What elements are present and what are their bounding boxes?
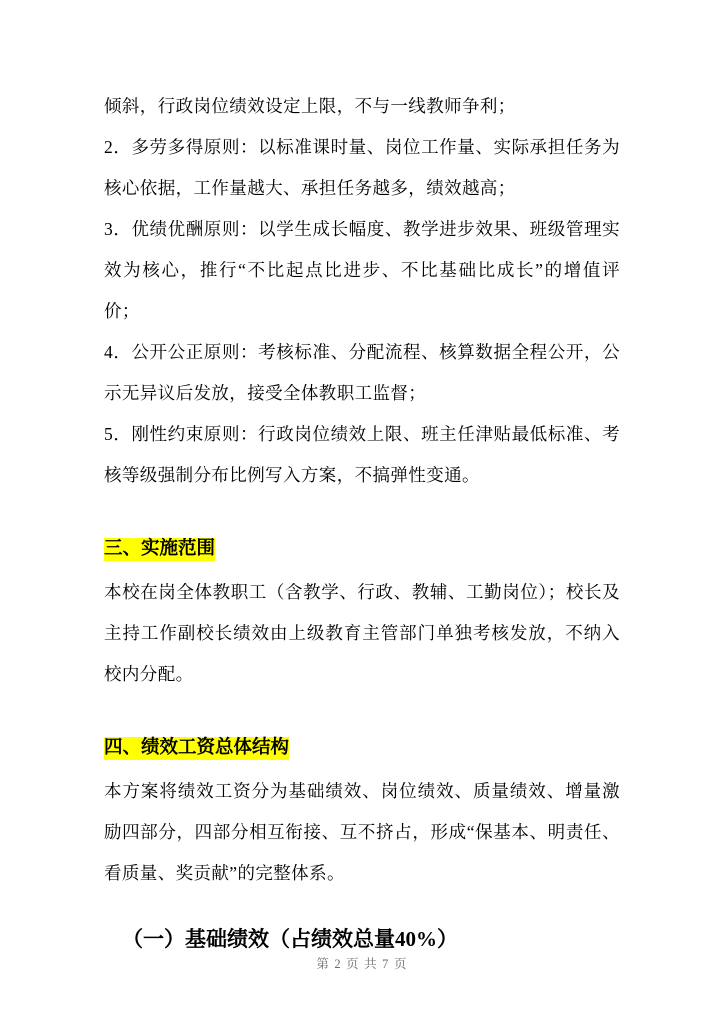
section-four-body: 本方案将绩效工资分为基础绩效、岗位绩效、质量绩效、增量激励四部分，四部分相互衔接、互不挤占，形成“保基本、明责任、看质量、奖贡献”的完整体系。	[104, 781, 620, 883]
principle-item-2: 2．多劳多得原则：以标准课时量、岗位工作量、实际承担任务为核心依据，工作量越大、承担任务越多，绩效越高；	[104, 137, 620, 198]
principle-item-3: 3．优绩优酬原则：以学生成长幅度、教学进步效果、班级管理实效为核心，推行“不比起点比进步、不比基础比成长”的增值评价；	[104, 219, 620, 321]
section-spacer	[104, 496, 620, 532]
subsection-spacer	[104, 894, 620, 920]
section-heading-three	[104, 532, 620, 566]
section-heading-three-text: 三、实施范围	[104, 539, 216, 559]
subsection-heading-one: （一）基础绩效（占绩效总量40%）	[122, 927, 458, 951]
section-heading-four	[104, 731, 620, 765]
principle-item-5: 5．刚性约束原则：行政岗位绩效上限、班主任津贴最低标准、考核等级强制分布比例写入方案，不搞弹性变通。	[104, 424, 620, 485]
section-heading-four-text: 四、绩效工资总体结构	[104, 738, 290, 758]
page-footer: 第 2 页 共 7 页	[316, 957, 408, 971]
section-spacer-2	[104, 695, 620, 731]
paragraph-continued: 倾斜，行政岗位绩效设定上限，不与一线教师争利；	[104, 96, 516, 116]
principle-item-4: 4．公开公正原则：考核标准、分配流程、核算数据全程公开，公示无异议后发放，接受全体教职工监督；	[104, 342, 620, 403]
section-three-body: 本校在岗全体教职工（含教学、行政、教辅、工勤岗位）；校长及主持工作副校长绩效由上级教育主管部门单独考核发放，不纳入校内分配。	[104, 582, 620, 684]
